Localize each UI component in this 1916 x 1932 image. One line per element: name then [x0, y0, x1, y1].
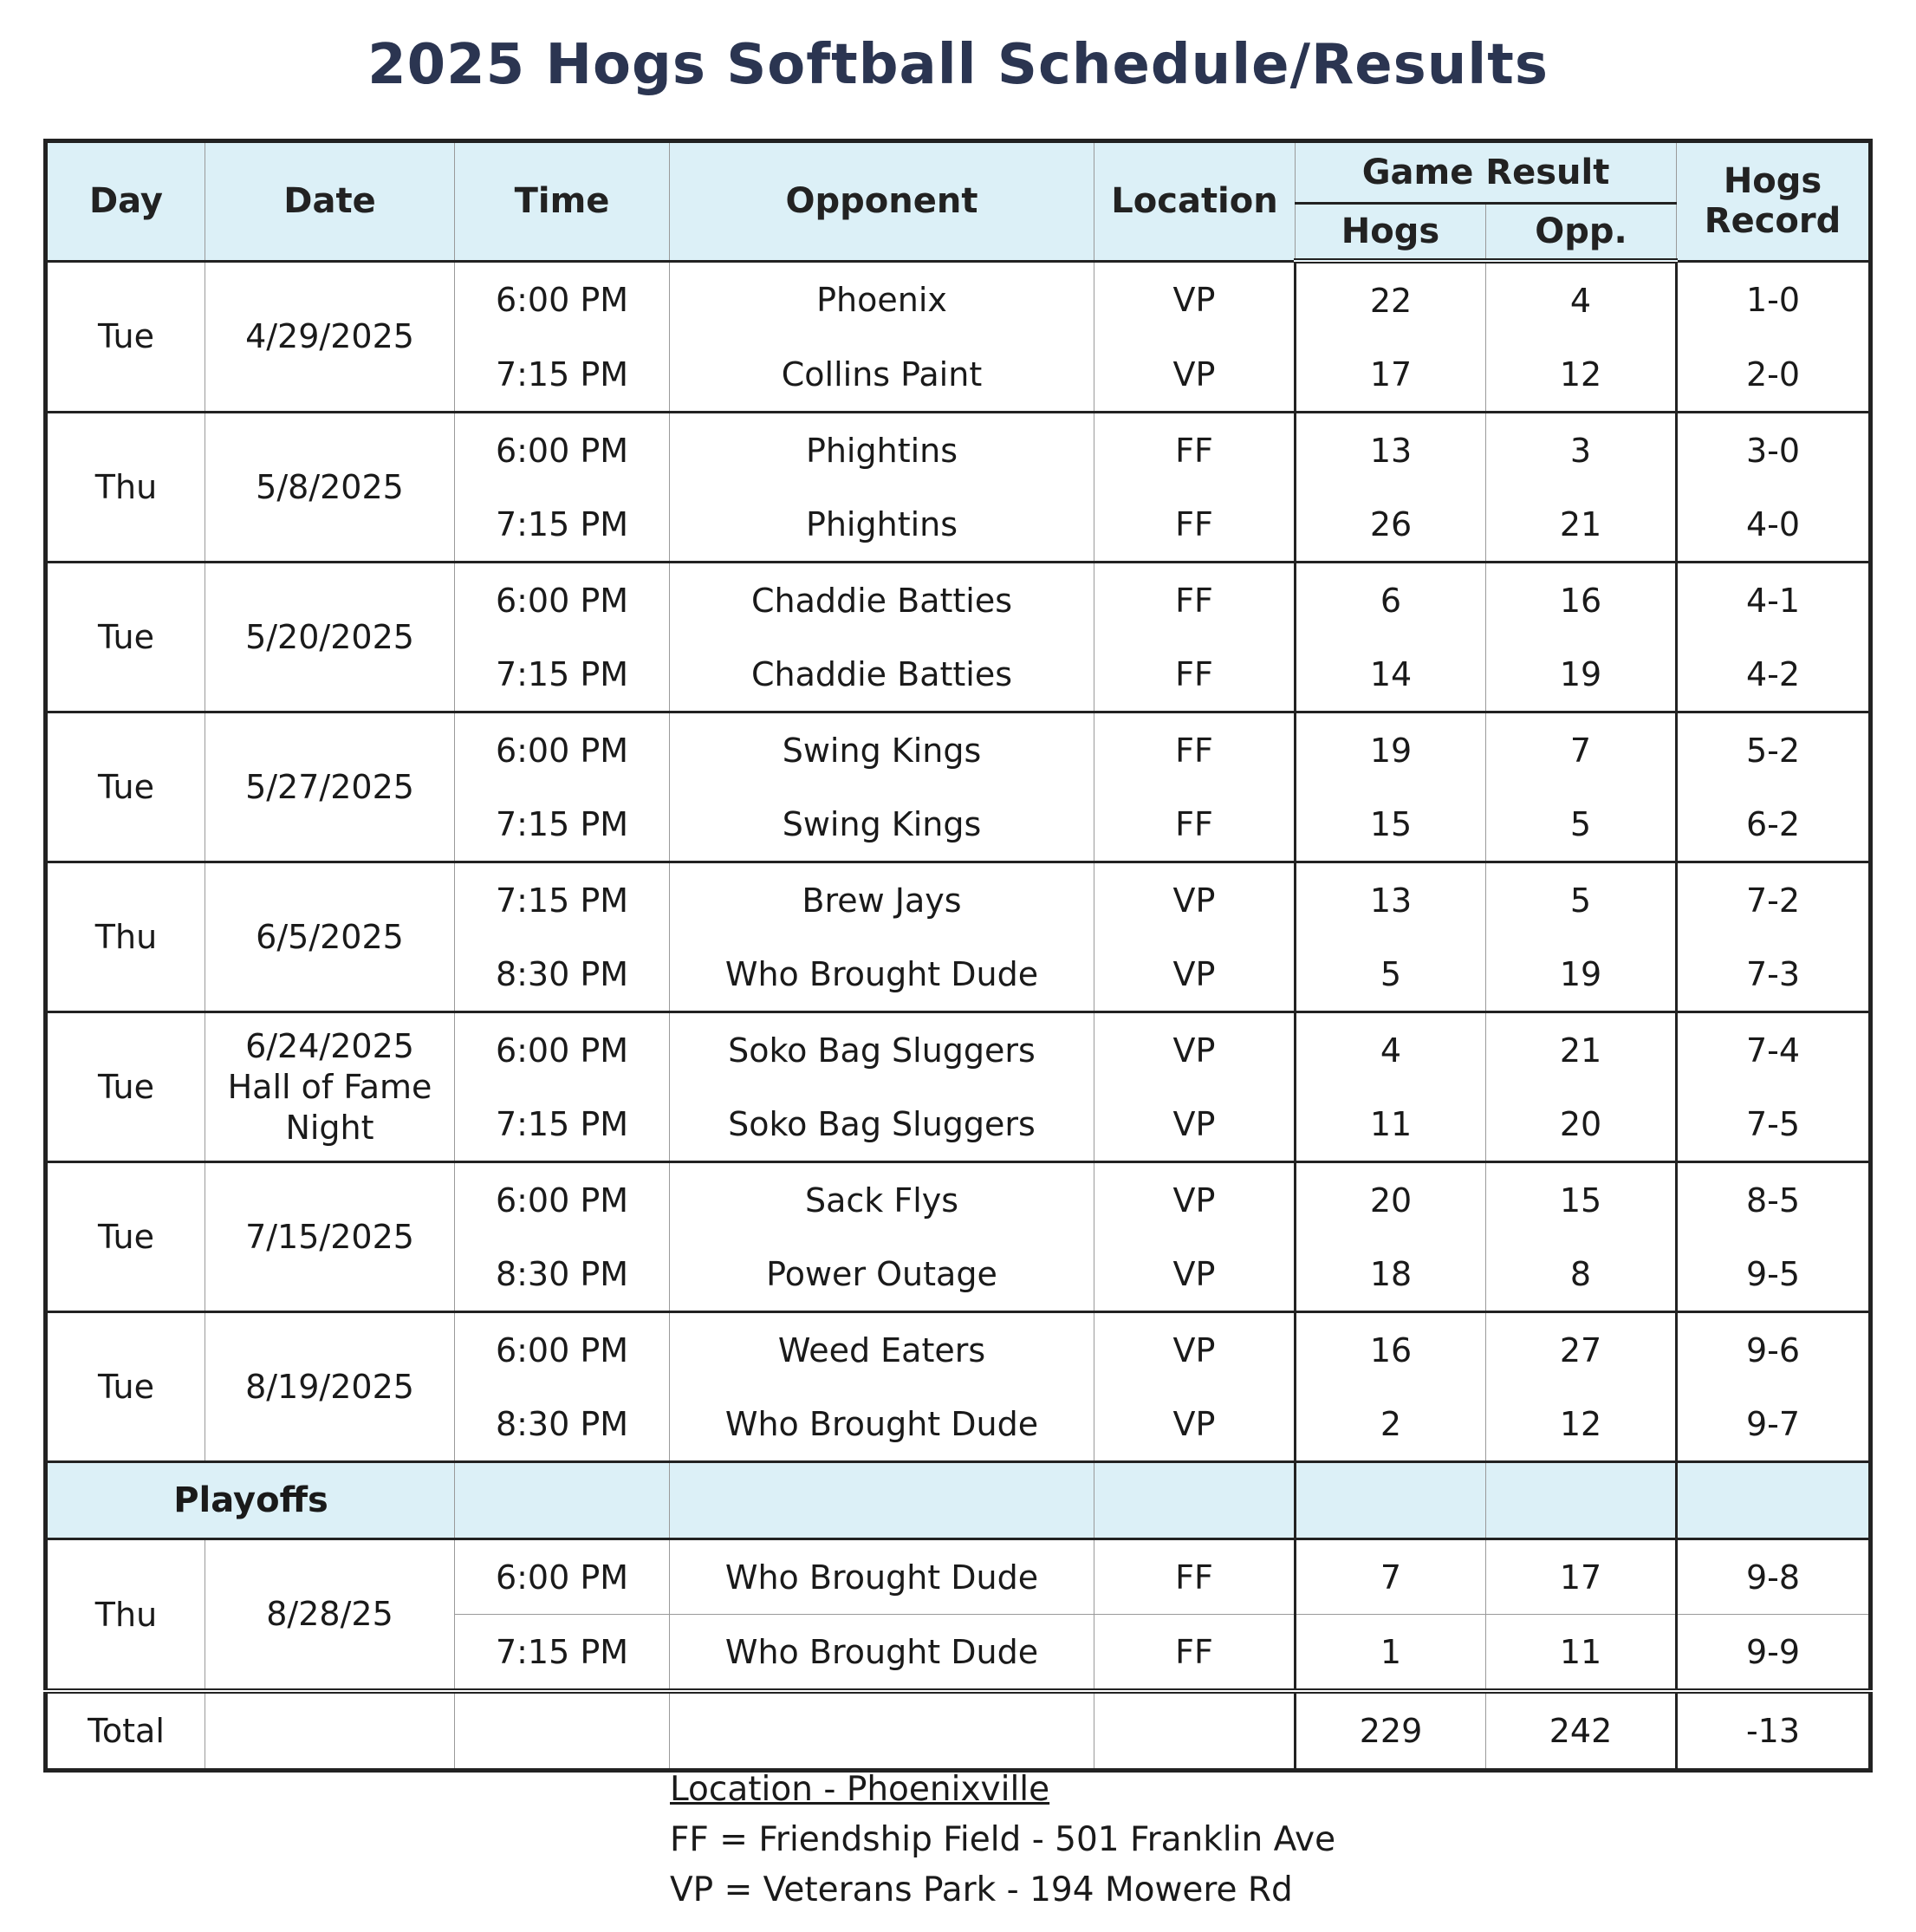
- record-cell: 9-8: [1677, 1539, 1871, 1615]
- total-blank: [670, 1691, 1094, 1771]
- time-cell: 6:00 PM: [455, 712, 670, 788]
- day-cell: Tue: [46, 1312, 205, 1462]
- game-row: [46, 862, 1871, 938]
- game-row: [46, 563, 1871, 638]
- record-cell: 4-1: [1677, 563, 1871, 638]
- opp-score-cell: 12: [1486, 1387, 1677, 1462]
- opp-score-cell: 15: [1486, 1162, 1677, 1238]
- header-date: Date: [205, 141, 455, 262]
- total-blank: [205, 1691, 455, 1771]
- game-row: [46, 712, 1871, 788]
- location-cell: FF: [1094, 487, 1296, 563]
- opponent-cell: Chaddie Batties: [670, 637, 1094, 712]
- record-cell: 9-7: [1677, 1387, 1871, 1462]
- opponent-cell: Power Outage: [670, 1237, 1094, 1312]
- day-cell: Thu: [46, 862, 205, 1012]
- day-cell: Tue: [46, 1012, 205, 1162]
- total-blank: [455, 1691, 670, 1771]
- playoffs-blank: [455, 1462, 670, 1539]
- hogs-score-cell: 19: [1296, 712, 1486, 788]
- opponent-cell: Brew Jays: [670, 862, 1094, 938]
- opponent-cell: Sack Flys: [670, 1162, 1094, 1238]
- opponent-cell: Swing Kings: [670, 787, 1094, 862]
- opp-score-cell: 21: [1486, 1012, 1677, 1088]
- date-text: 5/27/2025: [245, 767, 414, 806]
- record-cell: 8-5: [1677, 1162, 1871, 1238]
- opp-score-cell: 11: [1486, 1615, 1677, 1692]
- day-cell: Tue: [46, 261, 205, 413]
- hogs-score-cell: 1: [1296, 1615, 1486, 1692]
- location-cell: FF: [1094, 712, 1296, 788]
- hogs-score-cell: 17: [1296, 337, 1486, 413]
- date-text: 8/19/2025: [245, 1367, 414, 1406]
- game-row: [46, 413, 1871, 488]
- opp-score-cell: 4: [1486, 261, 1677, 337]
- game-row: [46, 1312, 1871, 1388]
- date-cell: [205, 1539, 455, 1692]
- legend-vp: VP = Veterans Park - 194 Mowere Rd: [670, 1870, 1293, 1909]
- time-cell: 6:00 PM: [455, 261, 670, 337]
- record-cell: 9-5: [1677, 1237, 1871, 1312]
- hogs-score-cell: 7: [1296, 1539, 1486, 1615]
- date-cell: [205, 862, 455, 1012]
- location-cell: FF: [1094, 413, 1296, 488]
- time-cell: 7:15 PM: [455, 637, 670, 712]
- header-location: Location: [1094, 141, 1296, 262]
- header-record-line1: Hogs: [1723, 161, 1822, 202]
- time-cell: 8:30 PM: [455, 937, 670, 1012]
- opponent-cell: Who Brought Dude: [670, 1387, 1094, 1462]
- game-row: [46, 1162, 1871, 1238]
- time-cell: 7:15 PM: [455, 787, 670, 862]
- record-cell: 2-0: [1677, 337, 1871, 413]
- opp-score-cell: 19: [1486, 637, 1677, 712]
- total-blank: [1094, 1691, 1296, 1771]
- day-cell: Tue: [46, 563, 205, 712]
- page-title: 2025 Hogs Softball Schedule/Results: [367, 33, 1549, 97]
- opp-score-cell: 3: [1486, 413, 1677, 488]
- record-cell: 1-0: [1677, 261, 1871, 337]
- hogs-score-cell: 14: [1296, 637, 1486, 712]
- legend-heading: Location - Phoenixville: [670, 1770, 1050, 1809]
- date-cell: [205, 1162, 455, 1312]
- time-cell: 7:15 PM: [455, 1615, 670, 1692]
- location-cell: VP: [1094, 1162, 1296, 1238]
- hogs-score-cell: 16: [1296, 1312, 1486, 1388]
- date-note: Night: [285, 1108, 374, 1147]
- schedule-table: [43, 139, 1873, 1773]
- hogs-score-cell: 15: [1296, 787, 1486, 862]
- playoffs-label: Playoffs: [46, 1462, 455, 1539]
- location-cell: VP: [1094, 1087, 1296, 1162]
- game-row: [46, 261, 1871, 337]
- location-cell: FF: [1094, 787, 1296, 862]
- time-cell: 8:30 PM: [455, 1237, 670, 1312]
- record-cell: 4-2: [1677, 637, 1871, 712]
- hogs-score-cell: 5: [1296, 937, 1486, 1012]
- date-text: 5/8/2025: [256, 467, 404, 506]
- total-diff: -13: [1677, 1691, 1871, 1771]
- playoffs-blank: [1094, 1462, 1296, 1539]
- record-cell: 7-3: [1677, 937, 1871, 1012]
- record-cell: 6-2: [1677, 787, 1871, 862]
- time-cell: 7:15 PM: [455, 337, 670, 413]
- date-text: 6/24/2025: [245, 1026, 414, 1065]
- location-cell: VP: [1094, 1387, 1296, 1462]
- opp-score-cell: 12: [1486, 337, 1677, 413]
- header-time: Time: [455, 141, 670, 262]
- time-cell: 8:30 PM: [455, 1387, 670, 1462]
- opponent-cell: Soko Bag Sluggers: [670, 1087, 1094, 1162]
- opponent-cell: Who Brought Dude: [670, 1539, 1094, 1615]
- day-cell: Tue: [46, 712, 205, 862]
- opp-score-cell: 5: [1486, 862, 1677, 938]
- location-cell: VP: [1094, 261, 1296, 337]
- date-text: 5/20/2025: [245, 617, 414, 656]
- hogs-score-cell: 22: [1296, 261, 1486, 337]
- record-cell: 7-4: [1677, 1012, 1871, 1088]
- game-row: [46, 1012, 1871, 1088]
- date-text: 7/15/2025: [245, 1217, 414, 1256]
- opp-score-cell: 21: [1486, 487, 1677, 563]
- date-text: 8/28/25: [266, 1595, 393, 1633]
- opponent-cell: Collins Paint: [670, 337, 1094, 413]
- location-cell: FF: [1094, 1539, 1296, 1615]
- opp-score-cell: 5: [1486, 787, 1677, 862]
- hogs-score-cell: 20: [1296, 1162, 1486, 1238]
- day-cell: Tue: [46, 1162, 205, 1312]
- total-row: [46, 1691, 1871, 1771]
- date-cell: [205, 413, 455, 563]
- opp-score-cell: 8: [1486, 1237, 1677, 1312]
- hogs-score-cell: 4: [1296, 1012, 1486, 1088]
- opponent-cell: Phightins: [670, 487, 1094, 563]
- time-cell: 6:00 PM: [455, 413, 670, 488]
- hogs-score-cell: 6: [1296, 563, 1486, 638]
- time-cell: 6:00 PM: [455, 1012, 670, 1088]
- day-cell: Thu: [46, 413, 205, 563]
- playoffs-blank: [670, 1462, 1094, 1539]
- schedule-body: [46, 261, 1871, 1771]
- opp-score-cell: 16: [1486, 563, 1677, 638]
- date-cell: [205, 1312, 455, 1462]
- header-day: Day: [46, 141, 205, 262]
- record-cell: 7-5: [1677, 1087, 1871, 1162]
- opponent-cell: Who Brought Dude: [670, 1615, 1094, 1692]
- header-record-line2: Record: [1704, 201, 1841, 242]
- day-cell: Thu: [46, 1539, 205, 1692]
- time-cell: 7:15 PM: [455, 487, 670, 563]
- record-cell: 4-0: [1677, 487, 1871, 563]
- total-label: Total: [46, 1691, 205, 1771]
- location-cell: VP: [1094, 1237, 1296, 1312]
- opp-score-cell: 7: [1486, 712, 1677, 788]
- opponent-cell: Phoenix: [670, 261, 1094, 337]
- record-cell: 3-0: [1677, 413, 1871, 488]
- playoffs-header-row: [46, 1462, 1871, 1539]
- location-cell: FF: [1094, 1615, 1296, 1692]
- date-text: 4/29/2025: [245, 316, 414, 355]
- hogs-score-cell: 26: [1296, 487, 1486, 563]
- hogs-score-cell: 13: [1296, 413, 1486, 488]
- hogs-score-cell: 13: [1296, 862, 1486, 938]
- opponent-cell: Who Brought Dude: [670, 937, 1094, 1012]
- opponent-cell: Swing Kings: [670, 712, 1094, 788]
- record-cell: 9-6: [1677, 1312, 1871, 1388]
- time-cell: 6:00 PM: [455, 563, 670, 638]
- playoffs-blank: [1296, 1462, 1486, 1539]
- time-cell: 6:00 PM: [455, 1162, 670, 1238]
- opponent-cell: Chaddie Batties: [670, 563, 1094, 638]
- opp-score-cell: 19: [1486, 937, 1677, 1012]
- opp-score-cell: 17: [1486, 1539, 1677, 1615]
- header-hogs: Hogs: [1296, 204, 1486, 262]
- date-note: Hall of Fame: [227, 1067, 432, 1106]
- header-opp: Opp.: [1486, 204, 1677, 262]
- opponent-cell: Phightins: [670, 413, 1094, 488]
- time-cell: 6:00 PM: [455, 1539, 670, 1615]
- date-cell: [205, 261, 455, 413]
- time-cell: 6:00 PM: [455, 1312, 670, 1388]
- record-cell: 9-9: [1677, 1615, 1871, 1692]
- location-cell: VP: [1094, 1312, 1296, 1388]
- opponent-cell: Weed Eaters: [670, 1312, 1094, 1388]
- date-cell: [205, 712, 455, 862]
- playoffs-blank: [1677, 1462, 1871, 1539]
- time-cell: 7:15 PM: [455, 862, 670, 938]
- location-cell: VP: [1094, 862, 1296, 938]
- header-opponent: Opponent: [670, 141, 1094, 262]
- record-cell: 5-2: [1677, 712, 1871, 788]
- location-cell: FF: [1094, 563, 1296, 638]
- location-cell: VP: [1094, 1012, 1296, 1088]
- hogs-score-cell: 2: [1296, 1387, 1486, 1462]
- total-hogs: 229: [1296, 1691, 1486, 1771]
- date-cell: [205, 1012, 455, 1162]
- date-cell: [205, 563, 455, 712]
- location-cell: FF: [1094, 637, 1296, 712]
- record-cell: 7-2: [1677, 862, 1871, 938]
- location-cell: VP: [1094, 937, 1296, 1012]
- game-row: [46, 1539, 1871, 1615]
- header-game-result: Game Result: [1296, 141, 1677, 204]
- playoffs-blank: [1486, 1462, 1677, 1539]
- total-opp: 242: [1486, 1691, 1677, 1771]
- legend-ff: FF = Friendship Field - 501 Franklin Ave: [670, 1820, 1336, 1859]
- location-cell: VP: [1094, 337, 1296, 413]
- hogs-score-cell: 11: [1296, 1087, 1486, 1162]
- time-cell: 7:15 PM: [455, 1087, 670, 1162]
- opp-score-cell: 20: [1486, 1087, 1677, 1162]
- opponent-cell: Soko Bag Sluggers: [670, 1012, 1094, 1088]
- opp-score-cell: 27: [1486, 1312, 1677, 1388]
- location-legend: [670, 1765, 1335, 1916]
- header-record: [1677, 141, 1871, 262]
- date-text: 6/5/2025: [256, 917, 404, 956]
- hogs-score-cell: 18: [1296, 1237, 1486, 1312]
